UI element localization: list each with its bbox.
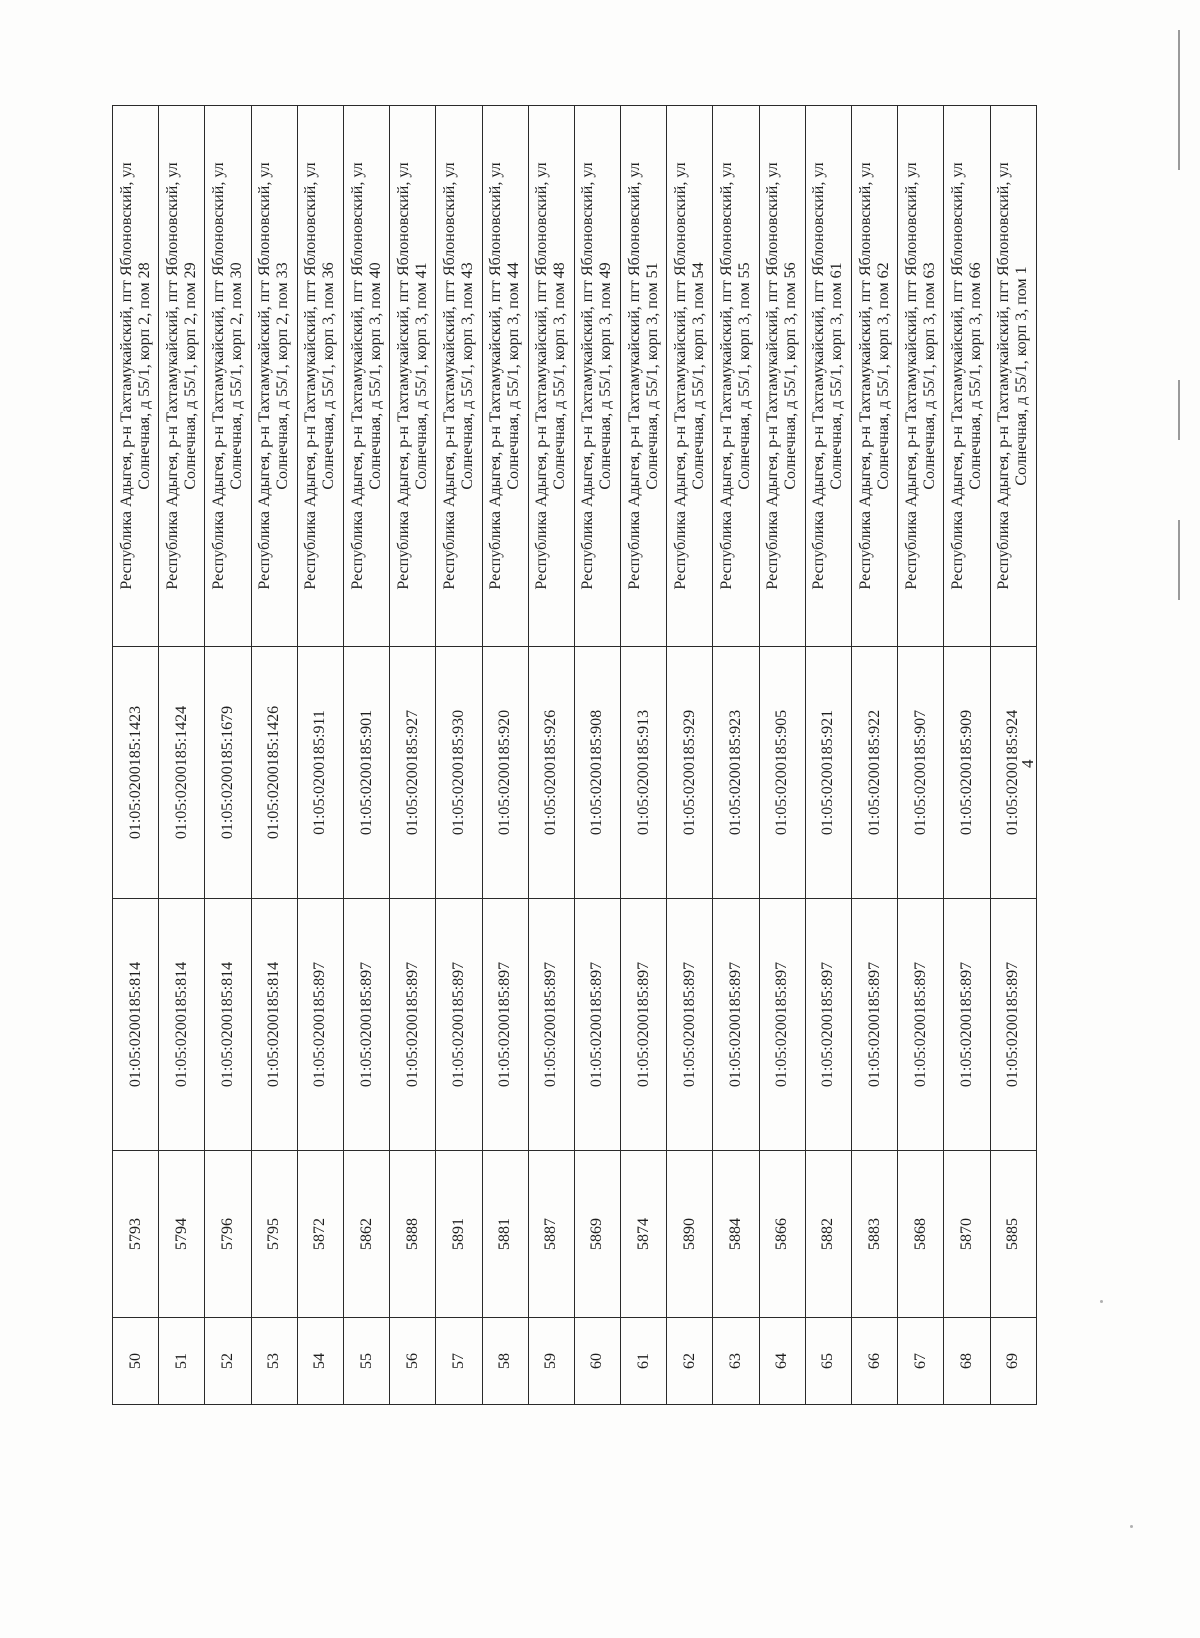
address-line-1: Республика Адыгея, р-н Тахтамукайский, пгт Яблоновский, ул — [902, 162, 920, 590]
parcel-cadastral-cell: 01:05:0200185:897 — [574, 899, 620, 1151]
address-line-2: Солнечная, д 55/1, корп 3, пом 63 — [920, 262, 938, 490]
address-line-2: Солнечная, д 55/1, корп 3, пом 49 — [597, 262, 615, 490]
address-cell — [621, 106, 667, 647]
address-cell — [205, 106, 251, 647]
address-line-1: Республика Адыгея, р-н Тахтамукайский, пгт Яблоновский, ул — [948, 162, 966, 590]
address-line-1: Республика Адыгея, р-н Тахтамукайский, пгт Яблоновский, ул — [764, 162, 782, 590]
table-row — [205, 106, 251, 1405]
record-code-cell: 5868 — [898, 1151, 944, 1318]
address-line-1: Республика Адыгея, р-н Тахтамукайский, пгт Яблоновский, ул — [995, 162, 1013, 590]
record-code-cell: 5870 — [944, 1151, 990, 1318]
address-cell — [667, 106, 713, 647]
address-line-1: Республика Адыгея, р-н Тахтамукайский, пгт Яблоновский, ул — [718, 162, 736, 590]
address-cell — [713, 106, 759, 647]
table-row — [852, 106, 898, 1405]
scan-artifact-line — [1178, 380, 1180, 440]
table-row — [251, 106, 297, 1405]
address-line-1: Республика Адыгея, р-н Тахтамукайский, пгт Яблоновский, ул — [810, 162, 828, 590]
row-number-cell: 69 — [990, 1318, 1036, 1405]
premises-cadastral-cell: 01:05:0200185:907 — [898, 647, 944, 899]
premises-cadastral-cell: 01:05:0200185:1424 — [159, 647, 205, 899]
table-row — [482, 106, 528, 1405]
table-row — [113, 106, 159, 1405]
premises-cadastral-cell: 01:05:0200185:929 — [667, 647, 713, 899]
address-line-2: Солнечная, д 55/1, корп 3, пом 43 — [458, 262, 476, 490]
parcel-cadastral-cell: 01:05:0200185:897 — [621, 899, 667, 1151]
address-line-2: Солнечная, д 55/1, корп 3, пом 44 — [505, 262, 523, 490]
address-line-2: Солнечная, д 55/1, корп 2, пом 29 — [181, 262, 199, 490]
address-cell — [436, 106, 482, 647]
address-cell — [805, 106, 851, 647]
row-number-cell: 64 — [759, 1318, 805, 1405]
premises-cadastral-cell: 01:05:0200185:923 — [713, 647, 759, 899]
records-table — [112, 105, 1037, 1405]
address-cell — [574, 106, 620, 647]
parcel-cadastral-cell: 01:05:0200185:897 — [667, 899, 713, 1151]
premises-cadastral-cell: 01:05:0200185:926 — [528, 647, 574, 899]
premises-cadastral-cell: 01:05:0200185:908 — [574, 647, 620, 899]
record-code-cell: 5796 — [205, 1151, 251, 1318]
scan-artifact-line — [1178, 520, 1180, 600]
address-line-1: Республика Адыгея, р-н Тахтамукайский, пгт Яблоновский, ул — [856, 162, 874, 590]
parcel-cadastral-cell: 01:05:0200185:897 — [898, 899, 944, 1151]
row-number-cell: 67 — [898, 1318, 944, 1405]
table-row — [621, 106, 667, 1405]
address-line-1: Республика Адыгея, р-н Тахтамукайский, пгт Яблоновский, ул — [256, 162, 274, 590]
record-code-cell: 5862 — [343, 1151, 389, 1318]
parcel-cadastral-cell: 01:05:0200185:814 — [251, 899, 297, 1151]
parcel-cadastral-cell: 01:05:0200185:897 — [343, 899, 389, 1151]
premises-cadastral-cell: 01:05:0200185:913 — [621, 647, 667, 899]
record-code-cell: 5884 — [713, 1151, 759, 1318]
row-number-cell: 57 — [436, 1318, 482, 1405]
address-cell — [113, 106, 159, 647]
address-line-2: Солнечная, д 55/1, корп 3, пом 61 — [828, 262, 846, 490]
premises-cadastral-cell: 01:05:0200185:1679 — [205, 647, 251, 899]
parcel-cadastral-cell: 01:05:0200185:897 — [805, 899, 851, 1151]
premises-cadastral-cell: 01:05:0200185:922 — [852, 647, 898, 899]
address-line-1: Республика Адыгея, р-н Тахтамукайский, пгт Яблоновский, ул — [625, 162, 643, 590]
table-row — [528, 106, 574, 1405]
row-number-cell: 53 — [251, 1318, 297, 1405]
records-table-body — [113, 106, 1037, 1405]
record-code-cell: 5887 — [528, 1151, 574, 1318]
row-number-cell: 50 — [113, 1318, 159, 1405]
address-line-2: Солнечная, д 55/1, корп 2, пом 28 — [135, 262, 153, 490]
parcel-cadastral-cell: 01:05:0200185:897 — [436, 899, 482, 1151]
record-code-cell: 5794 — [159, 1151, 205, 1318]
premises-cadastral-cell: 01:05:0200185:930 — [436, 647, 482, 899]
address-line-1: Республика Адыгея, р-н Тахтамукайский, пгт Яблоновский, ул — [533, 162, 551, 590]
table-row — [805, 106, 851, 1405]
parcel-cadastral-cell: 01:05:0200185:897 — [390, 899, 436, 1151]
record-code-cell: 5793 — [113, 1151, 159, 1318]
row-number-cell: 54 — [297, 1318, 343, 1405]
premises-cadastral-cell: 01:05:0200185:1426 — [251, 647, 297, 899]
row-number-cell: 55 — [343, 1318, 389, 1405]
record-code-cell: 5869 — [574, 1151, 620, 1318]
parcel-cadastral-cell: 01:05:0200185:814 — [205, 899, 251, 1151]
row-number-cell: 63 — [713, 1318, 759, 1405]
address-cell — [990, 106, 1036, 647]
table-row — [667, 106, 713, 1405]
address-cell — [297, 106, 343, 647]
record-code-cell: 5874 — [621, 1151, 667, 1318]
parcel-cadastral-cell: 01:05:0200185:897 — [944, 899, 990, 1151]
address-line-2: Солнечная, д 55/1, корп 3, пом 36 — [320, 262, 338, 490]
address-line-2: Солнечная, д 55/1, корп 3, пом 40 — [366, 262, 384, 490]
address-cell — [898, 106, 944, 647]
address-cell — [944, 106, 990, 647]
address-line-1: Республика Адыгея, р-н Тахтамукайский, пгт Яблоновский, ул — [440, 162, 458, 590]
address-line-1: Республика Адыгея, р-н Тахтамукайский, пгт Яблоновский, ул — [163, 162, 181, 590]
address-line-1: Республика Адыгея, р-н Тахтамукайский, пгт Яблоновский, ул — [671, 162, 689, 590]
record-code-cell: 5891 — [436, 1151, 482, 1318]
table-row — [990, 106, 1036, 1405]
table-row — [898, 106, 944, 1405]
table-row — [713, 106, 759, 1405]
scan-artifact-dot — [1130, 1525, 1133, 1528]
row-number-cell: 62 — [667, 1318, 713, 1405]
premises-cadastral-cell: 01:05:0200185:909 — [944, 647, 990, 899]
row-number-cell: 59 — [528, 1318, 574, 1405]
address-line-2: Солнечная, д 55/1, корп 3, пом 62 — [874, 262, 892, 490]
address-line-2: Солнечная, д 55/1, корп 3, пом 41 — [412, 262, 430, 490]
address-line-2: Солнечная, д 55/1, корп 3, пом 55 — [736, 262, 754, 490]
record-code-cell: 5882 — [805, 1151, 851, 1318]
row-number-cell: 60 — [574, 1318, 620, 1405]
address-cell — [852, 106, 898, 647]
premises-cadastral-cell: 01:05:0200185:911 — [297, 647, 343, 899]
parcel-cadastral-cell: 01:05:0200185:897 — [482, 899, 528, 1151]
record-code-cell: 5881 — [482, 1151, 528, 1318]
parcel-cadastral-cell: 01:05:0200185:897 — [990, 899, 1036, 1151]
parcel-cadastral-cell: 01:05:0200185:897 — [528, 899, 574, 1151]
row-number-cell: 66 — [852, 1318, 898, 1405]
row-number-cell: 52 — [205, 1318, 251, 1405]
address-line-1: Республика Адыгея, р-н Тахтамукайский, пгт Яблоновский, ул — [579, 162, 597, 590]
address-cell — [528, 106, 574, 647]
scan-artifact-dot — [1100, 1300, 1103, 1303]
parcel-cadastral-cell: 01:05:0200185:814 — [159, 899, 205, 1151]
page-number: 4 — [1018, 759, 1037, 768]
premises-cadastral-cell: 01:05:0200185:901 — [343, 647, 389, 899]
table-row — [436, 106, 482, 1405]
address-line-1: Республика Адыгея, р-н Тахтамукайский, пгт Яблоновский, ул — [117, 162, 135, 590]
table-row — [944, 106, 990, 1405]
row-number-cell: 61 — [621, 1318, 667, 1405]
address-line-2: Солнечная, д 55/1, корп 3, пом 66 — [966, 262, 984, 490]
address-line-2: Солнечная, д 55/1, корп 3, пом 56 — [782, 262, 800, 490]
address-line-2: Солнечная, д 55/1, корп 3, пом 48 — [551, 262, 569, 490]
address-cell — [343, 106, 389, 647]
address-line-1: Республика Адыгея, р-н Тахтамукайский, пгт Яблоновский, ул — [302, 162, 320, 590]
address-cell — [251, 106, 297, 647]
row-number-cell: 65 — [805, 1318, 851, 1405]
parcel-cadastral-cell: 01:05:0200185:897 — [759, 899, 805, 1151]
address-line-2: Солнечная, д 55/1, корп 3, пом 1 — [1013, 266, 1031, 486]
premises-cadastral-cell: 01:05:0200185:920 — [482, 647, 528, 899]
table-row — [297, 106, 343, 1405]
address-cell — [759, 106, 805, 647]
record-code-cell: 5883 — [852, 1151, 898, 1318]
table-row — [574, 106, 620, 1405]
table-row — [343, 106, 389, 1405]
record-code-cell: 5872 — [297, 1151, 343, 1318]
premises-cadastral-cell: 01:05:0200185:1423 — [113, 647, 159, 899]
parcel-cadastral-cell: 01:05:0200185:897 — [713, 899, 759, 1151]
record-code-cell: 5866 — [759, 1151, 805, 1318]
address-line-2: Солнечная, д 55/1, корп 2, пом 33 — [274, 262, 292, 490]
address-line-1: Республика Адыгея, р-н Тахтамукайский, пгт Яблоновский, ул — [209, 162, 227, 590]
address-line-2: Солнечная, д 55/1, корп 3, пом 51 — [643, 262, 661, 490]
premises-cadastral-cell: 01:05:0200185:905 — [759, 647, 805, 899]
address-line-2: Солнечная, д 55/1, корп 3, пом 54 — [689, 262, 707, 490]
parcel-cadastral-cell: 01:05:0200185:897 — [852, 899, 898, 1151]
address-cell — [482, 106, 528, 647]
record-code-cell: 5885 — [990, 1151, 1036, 1318]
record-code-cell: 5795 — [251, 1151, 297, 1318]
table-row — [759, 106, 805, 1405]
address-line-2: Солнечная, д 55/1, корп 2, пом 30 — [227, 262, 245, 490]
record-code-cell: 5890 — [667, 1151, 713, 1318]
address-line-1: Республика Адыгея, р-н Тахтамукайский, пгт Яблоновский, ул — [394, 162, 412, 590]
scan-artifact-line — [1178, 30, 1180, 170]
row-number-cell: 58 — [482, 1318, 528, 1405]
table-row — [159, 106, 205, 1405]
row-number-cell: 51 — [159, 1318, 205, 1405]
parcel-cadastral-cell: 01:05:0200185:814 — [113, 899, 159, 1151]
premises-cadastral-cell: 01:05:0200185:927 — [390, 647, 436, 899]
premises-cadastral-cell: 01:05:0200185:921 — [805, 647, 851, 899]
row-number-cell: 68 — [944, 1318, 990, 1405]
address-cell — [159, 106, 205, 647]
address-cell — [390, 106, 436, 647]
premises-cadastral-cell: 01:05:0200185:924 — [990, 647, 1036, 899]
address-line-1: Республика Адыгея, р-н Тахтамукайский, пгт Яблоновский, ул — [487, 162, 505, 590]
address-line-1: Республика Адыгея, р-н Тахтамукайский, пгт Яблоновский, ул — [348, 162, 366, 590]
table-row — [390, 106, 436, 1405]
parcel-cadastral-cell: 01:05:0200185:897 — [297, 899, 343, 1151]
record-code-cell: 5888 — [390, 1151, 436, 1318]
row-number-cell: 56 — [390, 1318, 436, 1405]
